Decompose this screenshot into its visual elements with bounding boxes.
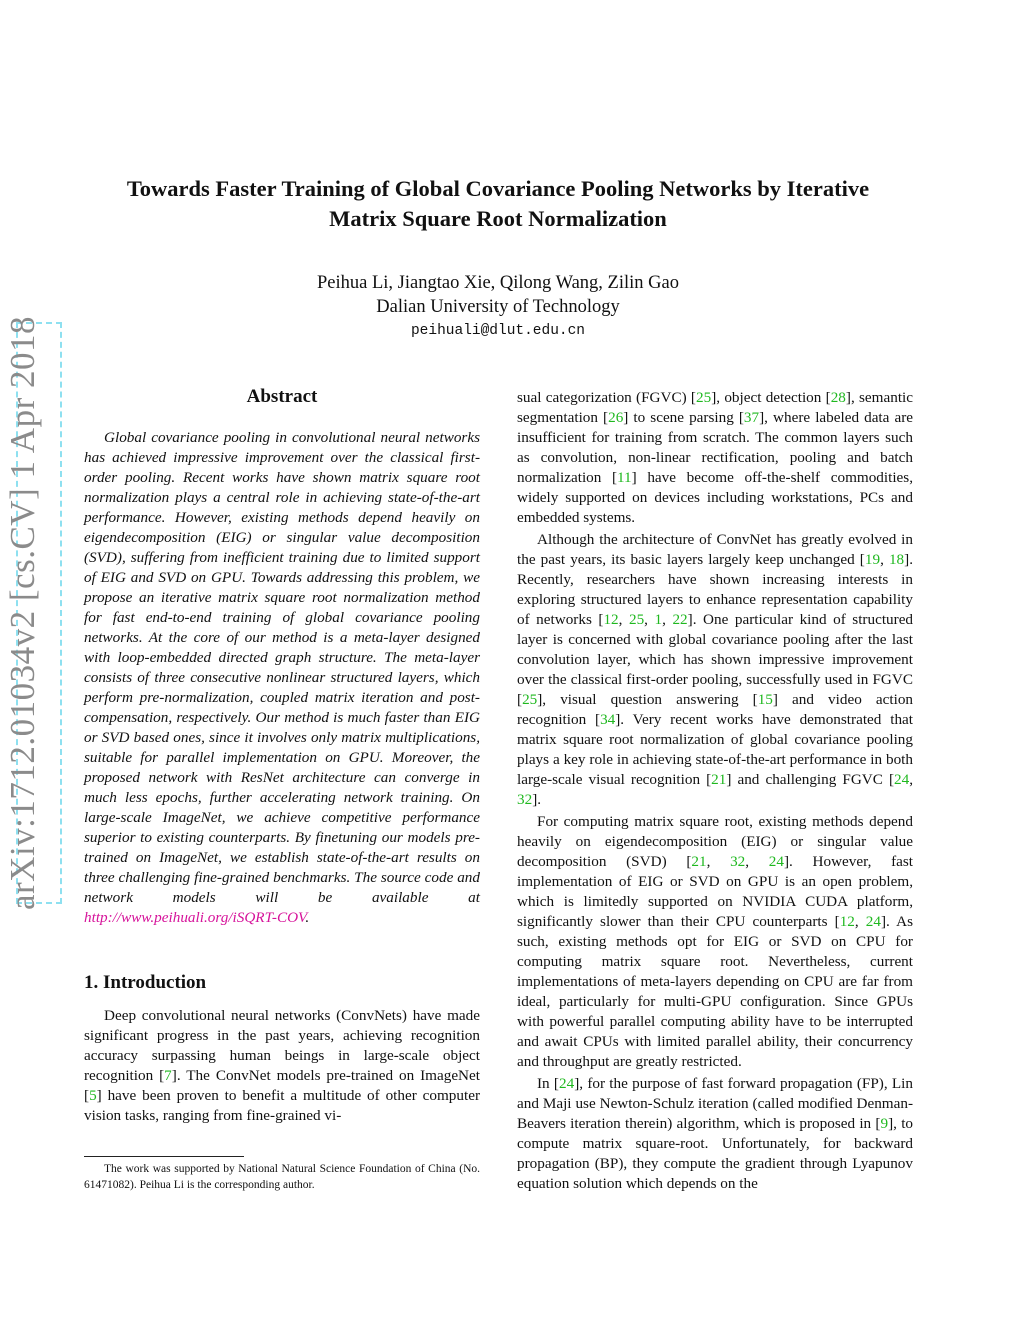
footnote-rule: [84, 1156, 244, 1157]
citation-link[interactable]: 19: [864, 551, 881, 568]
citation-link[interactable]: 22: [672, 611, 688, 628]
section-heading-introduction: 1. Introduction: [84, 972, 207, 993]
citation-link[interactable]: 25: [522, 691, 538, 708]
abstract-text: Global covariance pooling in convolutional neural networks has achieved impressive improvement over the classical first-order pooling. Recent works have shown matrix square root normalization plays a central role in achieving state-of-the-art performance. However, existing methods depend heavily on eigendecomposition (EIG) or singular value decomposition (SVD), suffering from inefficient training due to limited support of EIG and SVD on GPU. Towards addressing this problem, we propose an iterative matrix square root normalization method for fast end-to-end training of global covariance pooling networks. At the core of our method is a meta-layer designed with loop-embedded directed graph structure. The meta-layer consists of three consecutive nonlinear structured layers, which perform pre-normalization, coupled matrix iteration and post-compensation, respectively. Our method is much faster than EIG or SVD based ones, since it involves only matrix multiplications, suitable for parallel implementation on GPU. Moreover, the proposed network with ResNet architecture can converge in much less epochs, further accelerating network training. On large-scale ImageNet, we achieve competitive performance superior to existing counterparts. By finetuning our models pre-trained on ImageNet, we establish state-of-the-art results on three challenging fine-grained benchmarks. The source code and network models will be available at: [84, 429, 480, 906]
citation-link[interactable]: 34: [600, 711, 616, 728]
title-line-1: Towards Faster Training of Global Covariance Pooling Networks by Iterative: [126, 176, 870, 201]
citation-link[interactable]: 32: [517, 791, 533, 808]
intro-paragraph-1-continued: sual categorization (FGVC) [25], object detection [28], semantic segmentation [26] to scene parsing [37], where labeled data are insufficient for training from scratch. The common layers such as convolution, non-linear rectification, pooling and batch normalization [11] have become off-the-shelf commodities, widely supported on devices including workstations, PCs and embedded systems.: [517, 389, 913, 526]
citation-link[interactable]: 24: [894, 771, 910, 788]
citation-link[interactable]: 32: [730, 853, 746, 870]
citation-link[interactable]: 15: [757, 691, 773, 708]
citation-link[interactable]: 24: [768, 853, 784, 870]
abstract-heading: Abstract: [246, 386, 318, 407]
citation-link[interactable]: 12: [839, 913, 855, 930]
citation-link[interactable]: 28: [830, 389, 846, 406]
intro-paragraph-1: Deep convolutional neural networks (ConvNets) have made significant progress in the past years, achieving recognition accuracy surpassing human beings in large-scale object recognition [7]. The ConvNet models pre-trained on ImageNet [5] have been proven to benefit a multitude of other computer vision tasks, ranging from fine-grained vi-: [84, 1007, 480, 1124]
arxiv-identifier: arXiv:1712.01034v2 [cs.CV] 1 Apr 2018: [3, 315, 42, 911]
author-email: peihuali@dlut.edu.cn: [410, 323, 586, 339]
authors: Peihua Li, Jiangtao Xie, Qilong Wang, Zilin Gao: [317, 273, 679, 293]
citation-link[interactable]: 5: [89, 1087, 97, 1104]
citation-link[interactable]: 24: [865, 913, 881, 930]
citation-link[interactable]: 7: [164, 1067, 172, 1084]
paper-title: [84, 174, 912, 234]
citation-link[interactable]: 12: [603, 611, 619, 628]
right-column: [517, 388, 913, 1196]
citation-link[interactable]: 21: [711, 771, 727, 788]
citation-link[interactable]: 1: [654, 611, 663, 628]
intro-paragraph-4: In [24], for the purpose of fast forward propagation (FP), Lin and Maji use Newton-Schulz iteration (called modified Denman-Beavers iteration therein) algorithm, which is proposed in [9], to compute matrix square-root. Unfortunately, for backward propagation (BP), they compute the gradient through Lyapunov equation solution which depends on the: [517, 1075, 914, 1192]
intro-paragraph-2: Although the architecture of ConvNet has greatly evolved in the past years, its basic layers largely keep unchanged [19, 18]. Recently, researchers have shown increasing interests in exploring structured layers to enhance representation capability of networks [12, 25, 1, 22]. One particular kind of structured layer is concerned with global covariance pooling after the last convolution layer, which has shown impressive improvement over the classical first-order pooling, successfully used in FGVC [25], visual question answering [15] and video action recognition [34]. Very recent works have demonstrated that matrix square root normalization of global covariance pooling plays a key role in achieving state-of-the-art performance in both large-scale visual recognition [21] and challenging FGVC [24, 32].: [517, 531, 914, 808]
citation-link[interactable]: 25: [696, 389, 712, 406]
citation-link[interactable]: 25: [628, 611, 645, 628]
citation-link[interactable]: 37: [743, 409, 760, 426]
citation-link[interactable]: 9: [880, 1115, 889, 1132]
citation-link[interactable]: 26: [608, 409, 624, 426]
author-block: [84, 271, 912, 319]
citation-link[interactable]: 11: [617, 469, 632, 486]
intro-paragraph-3: For computing matrix square root, existing methods depend heavily on eigendecomposition (EIG) or singular value decomposition (SVD) [21, 32, 24]. However, fast implementation of EIG or SVD on GPU is an open problem, which is limitedly supported on NVIDIA CUDA platform, significantly slower than their CPU counterparts [12, 24]. As such, existing methods opt for EIG or SVD on CPU for computing matrix square root. Nevertheless, current implementations of meta-layers depending on CPU are far from ideal, particularly for multi-GPU configuration. Since GPUs with powerful parallel computing ability have to be interrupted and await CPUs with limited parallel ability, their concurrency and throughput are greatly restricted.: [517, 813, 913, 1070]
citation-link[interactable]: 21: [691, 853, 707, 870]
citation-link[interactable]: 24: [559, 1075, 575, 1092]
affiliation: Dalian University of Technology: [376, 297, 620, 317]
left-column: [84, 386, 480, 1128]
code-link[interactable]: http://www.peihuali.org/iSQRT-COV: [84, 909, 306, 926]
citation-link[interactable]: 18: [888, 551, 905, 568]
abstract-body: Global covariance pooling in convolutional neural networks has achieved impressive improvement over the classical first-order pooling. Recent works have shown matrix square root normalization plays a central role in achieving state-of-the-art performance. However, existing methods depend heavily on eigendecomposition (EIG) or singular value decomposition (SVD), suffering from inefficient training due to limited support of EIG and SVD on GPU. Towards addressing this problem, we propose an iterative matrix square root normalization method for fast end-to-end training of global covariance pooling networks. At the core of our method is a meta-layer designed with loop-embedded directed graph structure. The meta-layer consists of three consecutive nonlinear structured layers, which perform pre-normalization, coupled matrix iteration and post-compensation, respectively. Our method is much faster than EIG or SVD based ones, since it involves only matrix multiplications, suitable for parallel implementation on GPU. Moreover, the proposed network with ResNet architecture can converge in much less epochs, further accelerating network training. On large-scale ImageNet, we achieve competitive performance superior to existing counterparts. By finetuning our models pre-trained on ImageNet, we establish state-of-the-art results on three challenging fine-grained benchmarks. The source code and network models will be available at http://www.peihuali.org/iSQRT-COV.: [84, 429, 480, 926]
title-line-2: Matrix Square Root Normalization: [329, 206, 667, 231]
footnote: The work was supported by National Natural Science Foundation of China (No. 61471082). Peihua Li is the corresponding author.: [84, 1163, 480, 1191]
